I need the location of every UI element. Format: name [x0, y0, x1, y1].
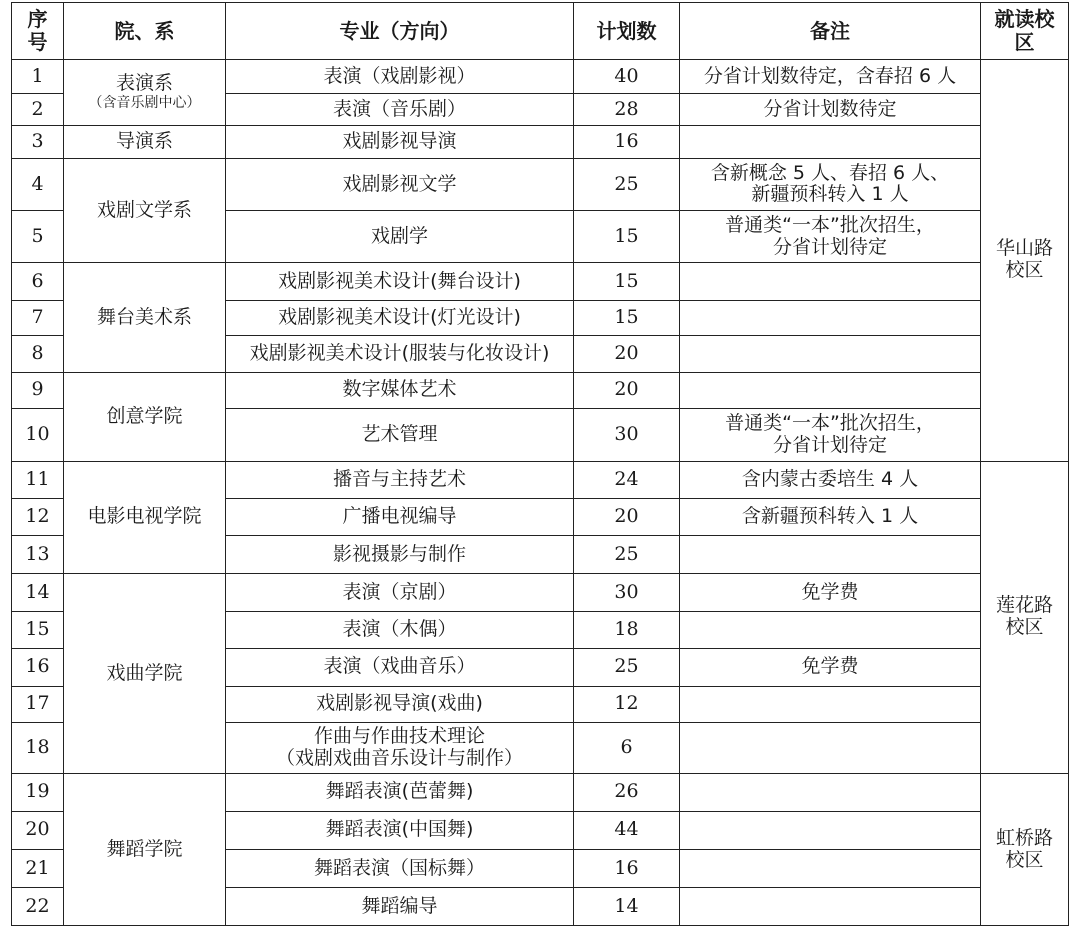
cell-no: 14 [12, 573, 64, 611]
cell-major: 戏剧影视美术设计(灯光设计) [226, 300, 574, 335]
cell-major: 作曲与作曲技术理论 （戏剧戏曲音乐设计与制作） [226, 722, 574, 774]
cell-major: 数字媒体艺术 [226, 372, 574, 408]
cell-major: 舞蹈表演（国标舞） [226, 849, 574, 887]
cell-no: 2 [12, 94, 64, 125]
cell-campus: 虹桥路 校区 [981, 774, 1069, 926]
cell-department: 创意学院 [64, 372, 226, 461]
cell-major: 舞蹈表演(中国舞) [226, 811, 574, 849]
table-row [12, 263, 1069, 300]
cell-note: 含新疆预科转入 1 人 [680, 498, 981, 535]
cell-major: 戏剧影视导演(戏曲) [226, 687, 574, 722]
cell-no: 4 [12, 159, 64, 211]
cell-note [680, 536, 981, 573]
header-note: 备注 [680, 3, 981, 60]
cell-note: 含内蒙古委培生 4 人 [680, 461, 981, 498]
header-major: 专业（方向） [226, 3, 574, 60]
cell-count: 16 [574, 125, 680, 158]
cell-no: 8 [12, 336, 64, 372]
cell-count: 20 [574, 372, 680, 408]
department-subtitle: （含音乐剧中心） [88, 95, 201, 112]
cell-count: 44 [574, 811, 680, 849]
cell-count: 24 [574, 461, 680, 498]
table-row [12, 372, 1069, 408]
table-row [12, 125, 1069, 158]
cell-campus: 莲花路 校区 [981, 461, 1069, 774]
cell-count: 25 [574, 536, 680, 573]
cell-count: 15 [574, 210, 680, 263]
cell-note: 普通类“一本”批次招生， 分省计划待定 [680, 210, 981, 263]
cell-no: 21 [12, 849, 64, 887]
cell-note [680, 849, 981, 887]
cell-no: 10 [12, 408, 64, 461]
cell-no: 5 [12, 210, 64, 263]
cell-count: 28 [574, 94, 680, 125]
cell-note [680, 888, 981, 926]
table-body [12, 60, 1069, 926]
cell-note: 含新概念 5 人、春招 6 人、 新疆预科转入 1 人 [680, 159, 981, 211]
cell-count: 25 [574, 159, 680, 211]
cell-no: 17 [12, 687, 64, 722]
cell-note [680, 372, 981, 408]
cell-count: 25 [574, 648, 680, 686]
cell-major: 戏剧影视导演 [226, 125, 574, 158]
header-campus: 就读校区 [981, 3, 1069, 60]
table-row [12, 60, 1069, 94]
cell-count: 20 [574, 498, 680, 535]
table-row [12, 573, 1069, 611]
cell-no: 3 [12, 125, 64, 158]
cell-note [680, 300, 981, 335]
cell-count: 26 [574, 774, 680, 811]
cell-no: 13 [12, 536, 64, 573]
cell-major: 艺术管理 [226, 408, 574, 461]
cell-major: 播音与主持艺术 [226, 461, 574, 498]
cell-no: 9 [12, 372, 64, 408]
cell-major: 舞蹈编导 [226, 888, 574, 926]
cell-major: 表演（音乐剧） [226, 94, 574, 125]
cell-count: 6 [574, 722, 680, 774]
cell-no: 20 [12, 811, 64, 849]
cell-count: 16 [574, 849, 680, 887]
header-no: 序 号 [12, 3, 64, 60]
cell-note: 分省计划数待定，含春招 6 人 [680, 60, 981, 94]
cell-department: 导演系 [64, 125, 226, 158]
cell-note [680, 774, 981, 811]
cell-major: 表演（京剧） [226, 573, 574, 611]
cell-count: 15 [574, 300, 680, 335]
cell-no: 6 [12, 263, 64, 300]
cell-no: 18 [12, 722, 64, 774]
cell-count: 40 [574, 60, 680, 94]
cell-major: 戏剧影视美术设计(舞台设计) [226, 263, 574, 300]
cell-count: 18 [574, 612, 680, 648]
cell-no: 15 [12, 612, 64, 648]
cell-note: 免学费 [680, 573, 981, 611]
cell-major: 影视摄影与制作 [226, 536, 574, 573]
cell-department: 戏剧文学系 [64, 159, 226, 263]
cell-note [680, 263, 981, 300]
cell-note [680, 811, 981, 849]
cell-count: 14 [574, 888, 680, 926]
cell-note [680, 336, 981, 372]
cell-note: 免学费 [680, 648, 981, 686]
cell-major: 戏剧学 [226, 210, 574, 263]
cell-department: 电影电视学院 [64, 461, 226, 573]
cell-note: 普通类“一本”批次招生， 分省计划待定 [680, 408, 981, 461]
cell-major: 表演（戏曲音乐） [226, 648, 574, 686]
cell-count: 15 [574, 263, 680, 300]
cell-no: 1 [12, 60, 64, 94]
cell-major: 表演（戏剧影视） [226, 60, 574, 94]
cell-count: 20 [574, 336, 680, 372]
cell-no: 19 [12, 774, 64, 811]
cell-no: 16 [12, 648, 64, 686]
table-row [12, 774, 1069, 811]
cell-no: 12 [12, 498, 64, 535]
cell-department: 舞蹈学院 [64, 774, 226, 926]
cell-major: 舞蹈表演(芭蕾舞) [226, 774, 574, 811]
cell-department: 表演系 （含音乐剧中心） [64, 60, 226, 126]
cell-no: 22 [12, 888, 64, 926]
cell-major: 戏剧影视美术设计(服装与化妆设计) [226, 336, 574, 372]
cell-major: 广播电视编导 [226, 498, 574, 535]
header-count: 计划数 [574, 3, 680, 60]
enrollment-plan-table [11, 2, 1069, 926]
cell-department: 舞台美术系 [64, 263, 226, 372]
cell-count: 30 [574, 408, 680, 461]
cell-major: 表演（木偶） [226, 612, 574, 648]
cell-note [680, 612, 981, 648]
cell-note: 分省计划数待定 [680, 94, 981, 125]
cell-major: 戏剧影视文学 [226, 159, 574, 211]
header-dept: 院、系 [64, 3, 226, 60]
cell-department: 戏曲学院 [64, 573, 226, 773]
cell-note [680, 722, 981, 774]
cell-no: 11 [12, 461, 64, 498]
cell-note [680, 125, 981, 158]
cell-count: 30 [574, 573, 680, 611]
cell-count: 12 [574, 687, 680, 722]
header-row [12, 3, 1069, 60]
cell-no: 7 [12, 300, 64, 335]
table-row [12, 159, 1069, 211]
cell-note [680, 687, 981, 722]
cell-campus: 华山路 校区 [981, 60, 1069, 462]
table-row [12, 461, 1069, 498]
